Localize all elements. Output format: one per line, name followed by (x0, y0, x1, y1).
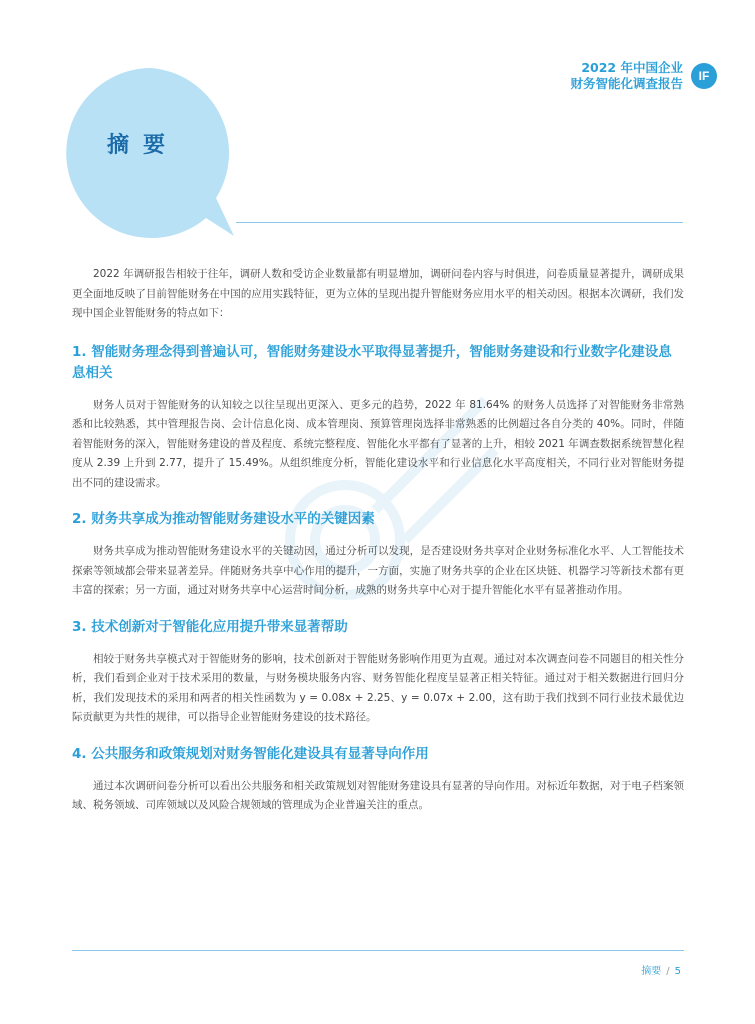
report-header (570, 60, 717, 92)
section-1-heading: 1. 智能财务理念得到普遍认可，智能财务建设水平取得显著提升，智能财务建设和行业数字化建设息息相关 (72, 343, 672, 381)
footer-separator: / (666, 966, 670, 977)
report-title (570, 60, 683, 92)
summary-content (72, 265, 684, 816)
report-title-line2: 财务智能化调查报告 (570, 76, 683, 91)
section-4-body: 通过本次调研问卷分析可以看出公共服务和相关政策规划对智能财务建设具有显著的导向作用。对标近年数据，对于电子档案领域、税务领域、司库领域以及风险合规领域的管理成为企业普遍关注的重点。 (72, 779, 684, 811)
section-4-heading: 4. 公共服务和政策规划对财务智能化建设具有显著导向作用 (72, 745, 429, 762)
section-2-heading: 2. 财务共享成为推动智能财务建设水平的关键因素 (72, 511, 375, 527)
footer-section-label: 摘要 (641, 966, 662, 977)
report-title-line1: 2022 年中国企业 (581, 60, 683, 75)
page-title: 摘要 (107, 133, 180, 158)
intro-paragraph: 2022 年调研报告相较于往年，调研人数和受访企业数量都有明显增加，调研问卷内容与时俱进，问卷质量显著提升，调研成果更全面地反映了目前智能财务在中国的应用实践特征，更为立体的呈现出提升智能财务应用水平的相关动因。根据本次调研，我们发现中国企业智能财务的特点如下： (72, 268, 684, 319)
page-number: 5 (674, 966, 681, 977)
if-logo-badge: IF (691, 63, 717, 89)
page-footer (641, 962, 681, 977)
title-divider (236, 222, 683, 223)
section-1-body: 财务人员对于智能财务的认知较之以往呈现出更深入、更多元的趋势，2022 年 81.64% 的财务人员选择了对智能财务非常熟悉和比较熟悉，其中管理报告岗、会计信息化岗、成本管理岗、预算管理岗选择非常熟悉的比例超过各自分类的 40%。同时，伴随着智能财务的深入，智能财务建设的普及程度、系统完整程度、智能化水平都有了显著的上升，相较 2021 年调查数据系统智慧化程度从 2.39 上升到 2.77，提升了 15.49%。从组织维度分析，智能化建设水平和行业信息化水平高度相关，不同行业对智能财务提出不同的建设需求。 (72, 398, 684, 489)
footer-divider (72, 950, 684, 951)
section-3-heading: 3. 技术创新对于智能化应用提升带来显著帮助 (72, 618, 348, 635)
section-2-body: 财务共享成为推动智能财务建设水平的关键动因，通过分析可以发现，是否建设财务共享对企业财务标准化水平、人工智能技术探索等领域都会带来显著差异。伴随财务共享中心作用的提升，一方面，实施了财务共享的企业在区块链、机器学习等新技术都有更丰富的探索；另一方面，通过对财务共享中心运营时间分析，成熟的财务共享中心对于提升智能化水平有显著推动作用。 (72, 545, 684, 596)
section-3-body: 相较于财务共享模式对于智能财务的影响，技术创新对于智能财务影响作用更为直观。通过对本次调查问卷不同题目的相关性分析，我们看到企业对于技术采用的数量，与财务模块服务内容、财务智能化程度呈显著正相关特征。通过对于相关数据进行回归分析，我们发现技术的采用和两者的相关性函数为 y = 0.08x + 2.25、y = 0.07x + 2.00，这有助于我们找到不同行业技术最优边际贡献更为共性的规律，可以指导企业智能财务建设的技术路径。 (72, 652, 684, 723)
